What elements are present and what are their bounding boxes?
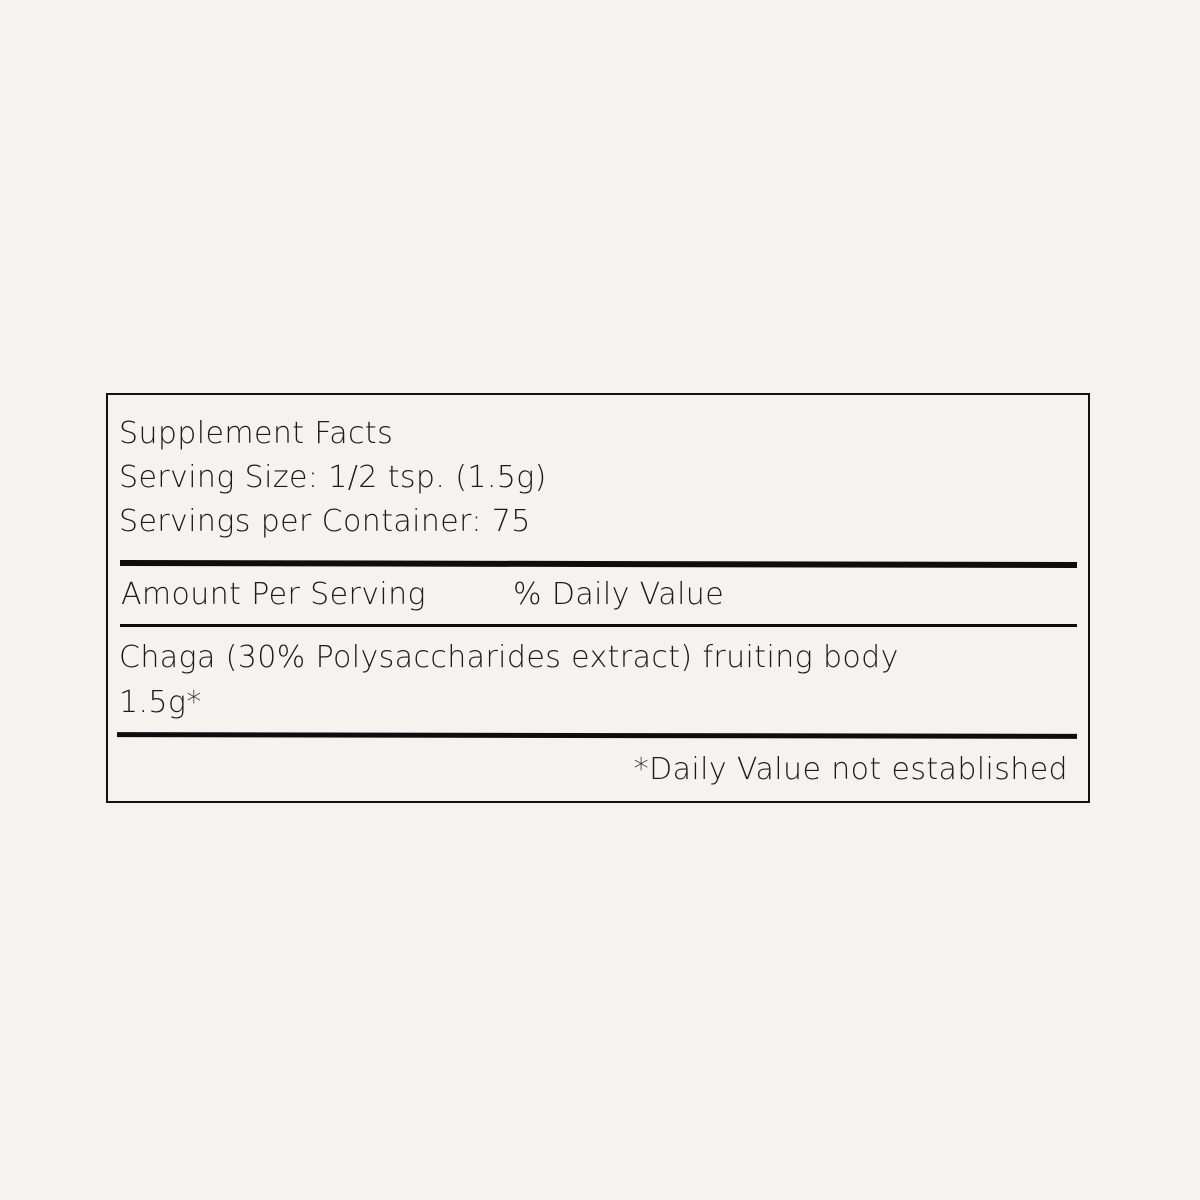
thick-divider-top (120, 560, 1077, 568)
daily-value-header: % Daily Value (513, 577, 725, 612)
footnote: *Daily Value not established (633, 752, 1068, 787)
thin-divider (120, 624, 1077, 627)
ingredient-name: Chaga (30% Polysaccharides extract) fruiting body (119, 640, 899, 675)
amount-per-serving-header: Amount Per Serving (121, 577, 426, 612)
servings-per-container: Servings per Container: 75 (119, 504, 531, 539)
ingredient-amount: 1.5g* (119, 685, 202, 720)
thick-divider-bottom (117, 732, 1077, 739)
supplement-facts-panel (106, 393, 1090, 803)
panel-title: Supplement Facts (119, 416, 394, 451)
serving-size: Serving Size: 1/2 tsp. (1.5g) (119, 460, 547, 495)
